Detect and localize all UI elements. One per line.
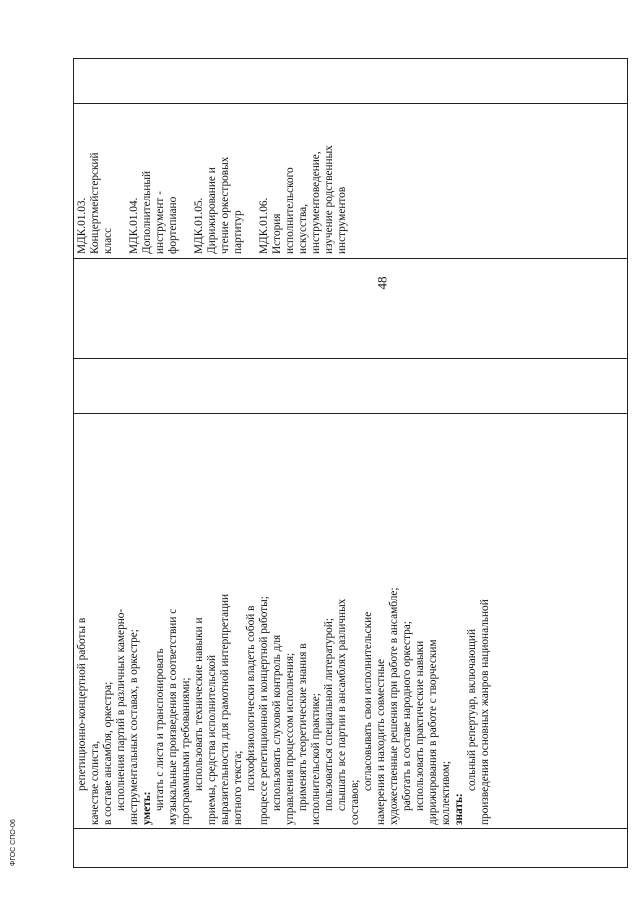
text-line: сольный репертуар, включающий [466,628,478,791]
text-line: художественные решения при работе в ансамбле; [388,587,400,825]
module-line: искусства, [297,203,309,254]
module-line: МДК.01.06. [258,197,270,254]
footer-standard-code: ФГОС СПО-06 [10,819,17,866]
text-line: уметь: [141,791,153,825]
module-line: МДК.01.03. [76,197,88,254]
competencies-cell [76,417,492,825]
text-line: выразительности для грамотной интерпретации [219,593,231,825]
text-line: исполнительской практике; [310,693,322,825]
module-line: инструмент - [154,191,166,254]
module-line: инструментов [336,186,348,254]
text-line: репетиционно-концертной работы в [76,617,88,791]
text-line: знать: [453,793,465,825]
text-line: работать в составе народного оркестра; [401,621,413,811]
text-line: психофизиологически владеть собой в [245,605,257,791]
module-line: чтение оркестровых [219,156,231,254]
module-line: Дирижирование и [206,167,218,254]
text-line: качестве солиста, [89,740,101,825]
text-line: составов; [349,779,361,825]
text-line: нотного текста; [232,750,244,825]
text-line: использовать технические навыки и [193,617,205,791]
table-border-right [73,58,628,59]
column-divider [73,103,628,104]
text-line: применять теоретические знания в [297,643,309,811]
table-border-left [73,867,628,868]
module-line: фортепиано [167,196,179,254]
text-line: приемы, средства исполнительской [206,654,218,825]
page-number: 48 [374,276,390,290]
text-line: инструментальных составах, в оркестре; [128,629,140,825]
table-border-bottom [627,58,628,868]
module-line: класс [102,227,114,254]
spacer-line [115,106,128,254]
text-line: коллективом; [440,760,452,825]
text-line: пользоваться специальной литературой; [323,618,335,811]
spacer-line [245,106,258,254]
module-line: изучение родственных [323,145,335,254]
text-line: использовать слуховой контроль для [271,634,283,811]
module-line: История [271,213,283,254]
module-line: Дополнительный [141,170,153,254]
text-line: согласовывать свои исполнительские [362,611,374,791]
text-line: процессе репетиционной и концертной работы; [258,596,270,825]
modules-cell [76,106,349,254]
column-divider [73,358,628,359]
text-line: программными требованиями; [180,677,192,825]
module-line: партитур [232,210,244,254]
module-line: исполнительского [284,167,296,254]
module-line: инструментоведение, [310,151,322,254]
table-border-top [73,58,74,868]
text-line: слышать все партии в ансамблях различных [336,598,348,811]
module-line: Концертмейстерский [89,152,101,254]
column-divider [73,828,628,829]
text-line: музыкальные произведения в соответствии с [167,608,179,825]
spacer-line [180,106,193,254]
text-line: дирижирования в работе с творческим [427,639,439,825]
rotated-page [73,58,628,868]
module-line: МДК.01.04. [128,197,140,254]
text-line: использовать практические навыки [414,640,426,811]
text-line: в составе ансамбля, оркестра; [102,681,114,825]
text-line: намерения и находить совместные [375,658,387,825]
column-divider [73,258,628,259]
column-divider [73,413,628,414]
text-line: исполнения партий в различных камерно- [115,608,127,811]
text-line: читать с листа и транспонировать [154,648,166,811]
text-line: произведения основных жанров национальной [479,599,491,825]
text-line: управления процессом исполнения; [284,652,296,825]
module-line: МДК.01.05. [193,197,205,254]
